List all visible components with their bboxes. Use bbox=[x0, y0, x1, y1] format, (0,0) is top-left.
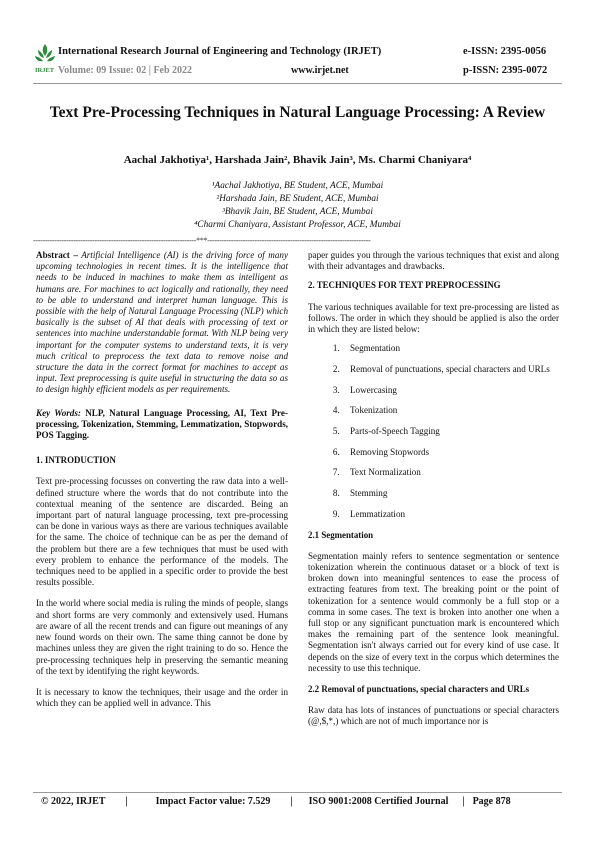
keywords-label: Key Words: bbox=[36, 407, 81, 418]
affiliation-2: ²Harshada Jain, BE Student, ACE, Mumbai bbox=[216, 194, 379, 204]
left-column bbox=[36, 250, 288, 717]
removal-heading: 2.2 Removal of punctuations, special characters and URLs bbox=[308, 683, 530, 694]
footer-impact-factor: Impact Factor value: 7.529 bbox=[155, 796, 271, 807]
techniques-intro: The various techniques available for text pre-processing are listed as follows. The order in which they should be applied is also the order in which they are listed below: bbox=[308, 301, 559, 335]
abstract-label: Abstract – bbox=[36, 250, 78, 260]
footer-divider: | bbox=[125, 796, 128, 807]
footer-divider: | bbox=[462, 796, 465, 807]
intro-paragraph-1: Text pre-processing focusses on converting the raw data into a well-defined structure where the words that do not contribute into the contextual meaning of the sentence are discarded. Being an important part of natural language processing, text pre-processing can be done in various ways as there are various techniques available for the same. The choice of technique can be as per the demand of the problem but there are a few techniques that must be used with every problem to enhance the performance of the models. The techniques need to be applied in a specific order to provide the best results possible. bbox=[36, 476, 288, 588]
list-item: 4. Tokenization bbox=[342, 405, 559, 416]
list-item: 3. Lowercasing bbox=[342, 385, 559, 396]
intro-continued: paper guides you through the various techniques that exist and along with their advantages and drawbacks. bbox=[308, 250, 559, 272]
removal-text: Raw data has lots of instances of punctuations or special characters (@,$,*,) which are not of much importance nor is bbox=[308, 705, 559, 727]
intro-heading: 1. INTRODUCTION bbox=[36, 455, 116, 466]
footer-iso: ISO 9001:2008 Certified Journal bbox=[308, 796, 449, 807]
list-item: 8. Stemming bbox=[342, 488, 559, 499]
list-item: 6. Removing Stopwords bbox=[342, 447, 559, 458]
page-footer bbox=[33, 796, 562, 807]
abstract bbox=[36, 250, 288, 396]
footer-divider: | bbox=[290, 796, 293, 807]
affiliation-3: ³Bhavik Jain, BE Student, ACE, Mumbai bbox=[222, 207, 373, 217]
p-issn: p-ISSN: 2395-0072 bbox=[463, 65, 548, 76]
e-issn: e-ISSN: 2395-0056 bbox=[463, 46, 547, 57]
footer-page-number: Page 878 bbox=[472, 796, 511, 807]
list-item: 9. Lemmatization bbox=[342, 509, 559, 520]
abstract-text: Artificial Intelligence (AI) is the driving force of many upcoming technologies in recent times. It is the intelligence that needs to be induced in machines to make them as intelligent as humans are. For machines to act logically and rationally, they need to be able to understand and interpret human language. This is possible with the help of Natural Language Processing (NLP) which basically is the subset of AI that deals with processing of text or sentences into machine understandable format. With NLP being very important for the computer systems to understand texts, it is very much critical to preprocess the text data to remove noise and structure the data in the correct format for machines to accept as input. Text preprocessing is quite useful in structuring the data so as to design highly efficient models as per requirements. bbox=[36, 250, 288, 395]
list-item: 5. Parts-of-Speech Tagging bbox=[342, 426, 559, 437]
journal-name: International Research Journal of Engineering and Technology (IRJET) bbox=[58, 46, 382, 57]
list-item: 7. Text Normalization bbox=[342, 467, 559, 478]
keywords-text: NLP, Natural Language Processing, AI, Text Pre-processing, Tokenization, Stemming, Lemmatization, Stopwords, POS Tagging. bbox=[36, 407, 288, 441]
affiliation-4: ⁴Charmi Chaniyara, Assistant Professor, ACE, Mumbai bbox=[194, 220, 401, 230]
techniques-list bbox=[308, 343, 559, 520]
affiliation-1: ¹Aachal Jakhotiya, BE Student, ACE, Mumbai bbox=[211, 181, 384, 191]
journal-website[interactable]: www.irjet.net bbox=[291, 65, 349, 76]
intro-paragraph-2: In the world where social media is ruling the minds of people, slangs and short forms are very commonly and extensively used. Humans are aware of all the recent trends and can figure out meanings of any new found words on their own. The same thing cannot be done by machines unless they are given the right training to do so. Hence the pre-processing techniques help in preserving the semantic meaning of the text by identifying the right keywords. bbox=[36, 598, 288, 676]
author-list: Aachal Jakhotiya¹, Harshada Jain², Bhavik Jain³, Ms. Charmi Chaniyara⁴ bbox=[123, 154, 472, 166]
footer-copyright: © 2022, IRJET bbox=[41, 796, 106, 807]
techniques-heading: 2. TECHNIQUES FOR TEXT PREPROCESSING bbox=[308, 280, 501, 291]
volume-issue: Volume: 09 Issue: 02 | Feb 2022 bbox=[58, 65, 193, 76]
right-column bbox=[308, 250, 559, 736]
section-separator: ---------------------------------------------------------------------***--------------------------------------------------------------------- bbox=[33, 236, 371, 245]
footer-rule bbox=[33, 792, 562, 793]
segmentation-text: Segmentation mainly refers to sentence segmentation or sentence tokenization wherein the continuous dataset or a block of text is broken down into meaningful sentences to ease the process of extracting features from text. The breaking point or the point of tokenization for a sentence would commonly be a full stop or a comma in some cases. The text is broken into another one when a full stop or any significant punctuation mark is encountered which makes the remaining part of the sentence look meaningful. Segmentation isn't always carried out for every kind of use case. It depends on the size of every text in the corpus which determines the necessity to use this technique. bbox=[308, 550, 559, 673]
list-item: 1. Segmentation bbox=[342, 343, 559, 354]
paper-title: Text Pre-Processing Techniques in Natural Language Processing: A Review bbox=[49, 104, 546, 121]
segmentation-heading: 2.1 Segmentation bbox=[308, 529, 374, 540]
header-rule bbox=[33, 83, 562, 84]
logo-text: IRJET bbox=[35, 67, 55, 74]
keywords bbox=[36, 408, 288, 442]
list-item: 2. Removal of punctuations, special characters and URLs bbox=[342, 364, 559, 375]
intro-paragraph-3: It is necessary to know the techniques, their usage and the order in which they can be applied well in advance. This bbox=[36, 686, 288, 709]
